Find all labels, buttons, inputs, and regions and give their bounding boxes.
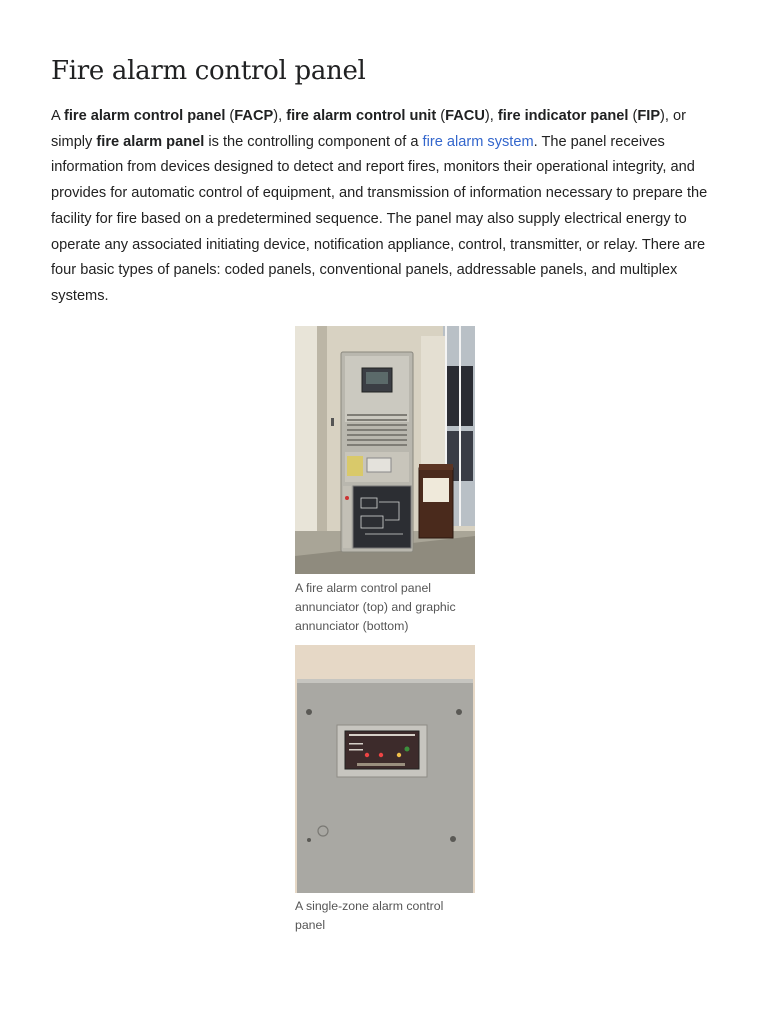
annunciator-photo[interactable]	[295, 326, 475, 574]
figure-annunciator	[295, 326, 475, 636]
figure-caption: A fire alarm control panel annunciator (top) and graphic annunciator (bottom)	[295, 581, 456, 633]
page-title: Fire alarm control panel	[51, 56, 366, 86]
fire-alarm-system-link[interactable]: fire alarm system	[422, 133, 534, 150]
figure-single-zone-panel	[295, 645, 475, 935]
lead-text: A	[51, 108, 64, 124]
single-zone-panel-photo[interactable]	[295, 645, 475, 893]
lead-bold-term: FACP	[234, 108, 274, 124]
lead-text: (	[436, 108, 446, 124]
lead-paragraph	[51, 104, 711, 310]
lead-bold-term: FIP	[637, 108, 661, 124]
figure-caption: A single-zone alarm control panel	[295, 899, 444, 932]
lead-text: ),	[484, 108, 498, 124]
lead-bold-term: fire indicator panel	[497, 108, 629, 124]
lead-bold-term: FACU	[445, 108, 485, 124]
lead-text: (	[225, 108, 235, 124]
lead-text: ),	[273, 108, 287, 124]
lead-bold-term: fire alarm control unit	[286, 108, 437, 124]
lead-text: . The panel receives information from devices designed to detect and report fires, monitors their operational integrity, and provides for automatic control of equipment, and transmission of information necessary to prepare the facility for fire based on a predetermined sequence. The panel may also supply electrical energy to operate any associated initiating device, notification appliance, control, transmitter, or relay. There are four basic types of panels: coded panels, conventional panels, addressable panels, and multiplex systems.	[51, 133, 708, 304]
lead-bold-term: fire alarm panel	[96, 133, 205, 150]
lead-text: is the controlling component of a	[204, 133, 423, 150]
lead-text: (	[628, 108, 638, 124]
lead-text: ), or simply	[51, 108, 686, 150]
lead-bold-term: fire alarm control panel	[63, 108, 226, 124]
